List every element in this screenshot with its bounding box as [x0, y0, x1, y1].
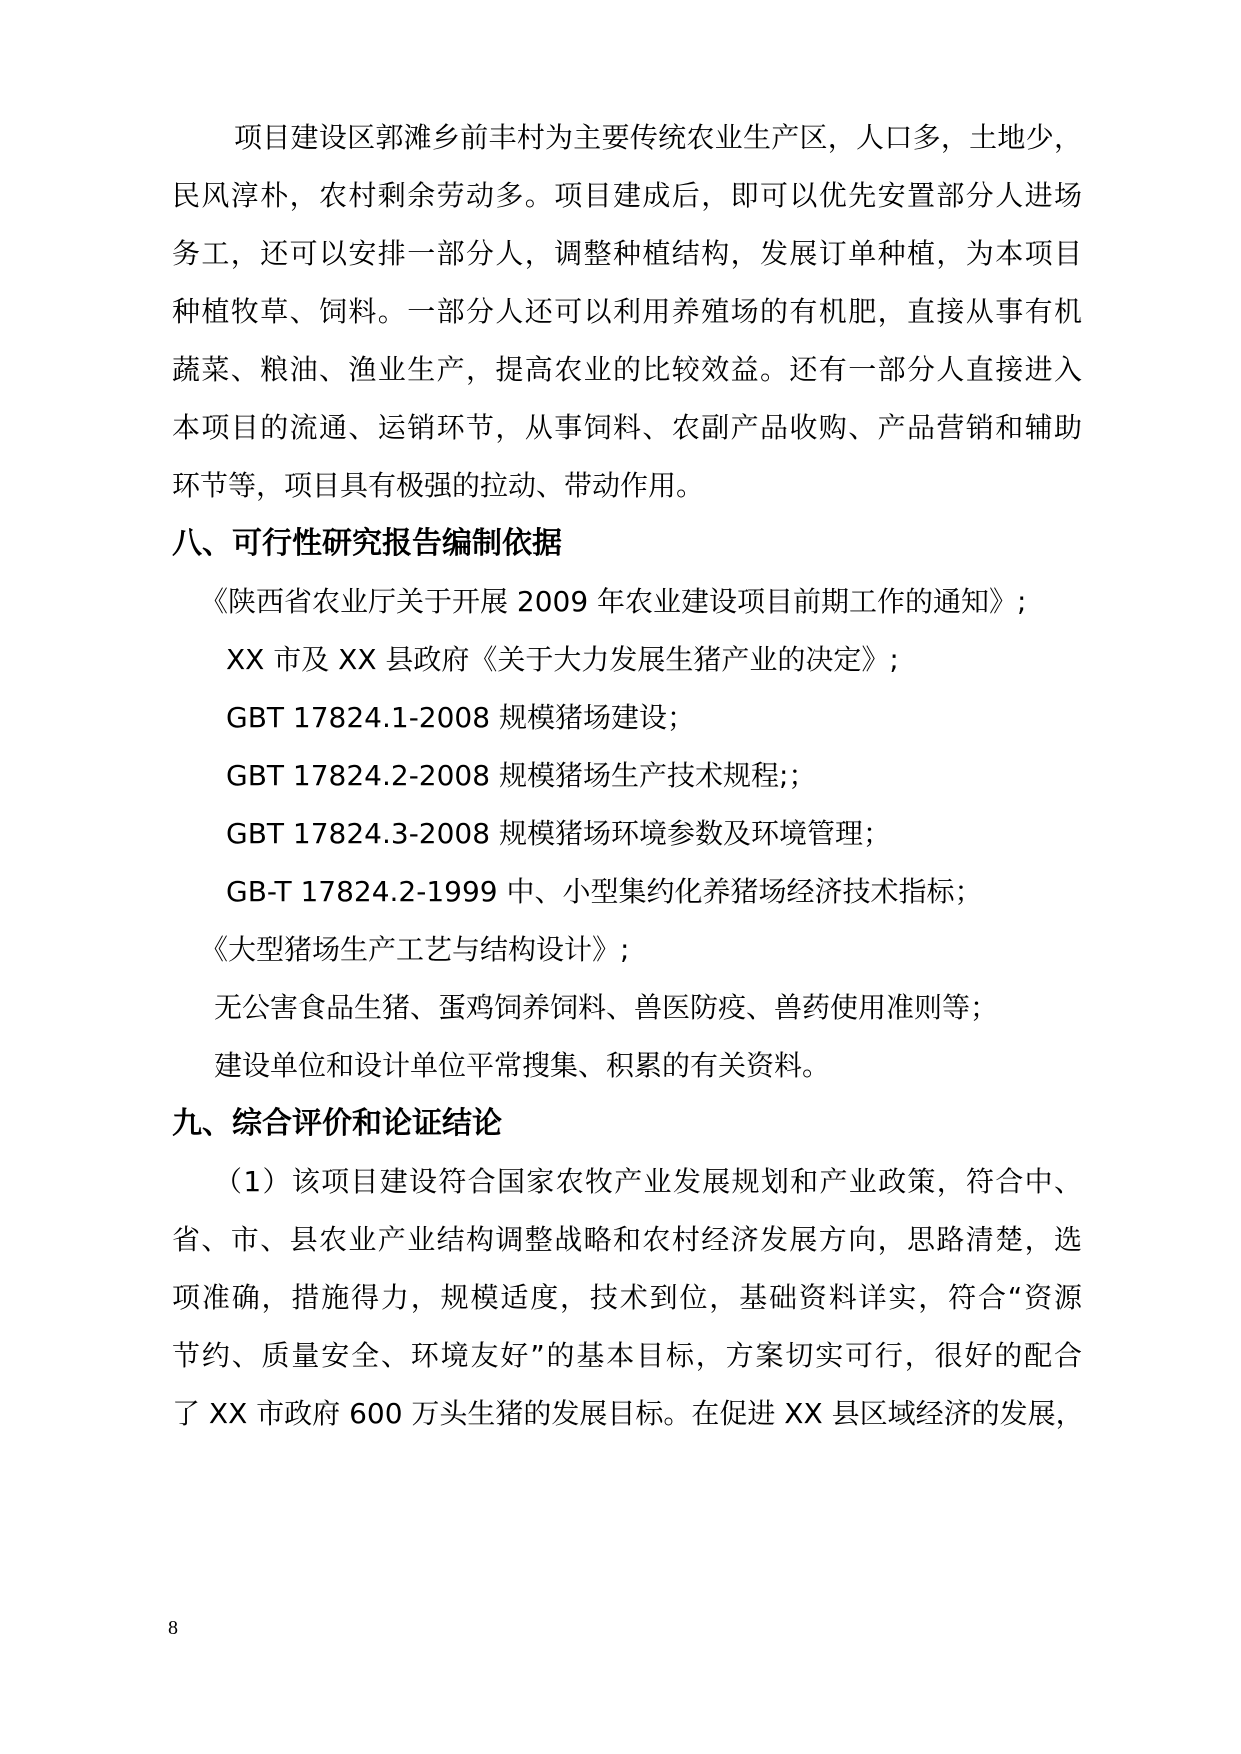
reference-item: GBT 17824.2-2008 规模猪场生产技术规程;； [226, 759, 817, 792]
paragraph-line: 项目建设区郭滩乡前丰村为主要传统农业生产区，人口多，土地少， [234, 121, 1082, 154]
reference-item: GBT 17824.1-2008 规模猪场建设； [226, 701, 695, 734]
reference-item: 建设单位和设计单位平常搜集、积累的有关资料。 [214, 1049, 831, 1082]
paragraph-line: 节约、质量安全、环境友好”的基本目标，方案切实可行，很好的配合 [172, 1339, 1082, 1372]
paragraph-line: 种植牧草、饲料。一部分人还可以利用养殖场的有机肥，直接从事有机 [172, 295, 1082, 328]
paragraph-line: 务工，还可以安排一部分人，调整种植结构，发展订单种植，为本项目 [172, 237, 1082, 270]
paragraph-line: 省、市、县农业产业结构调整战略和农村经济发展方向，思路清楚，选 [172, 1223, 1082, 1256]
paragraph-line: 本项目的流通、运销环节，从事饲料、农副产品收购、产品营销和辅助 [172, 411, 1082, 444]
paragraph-line: 了 XX 市政府 600 万头生猪的发展目标。在促进 XX 县区域经济的发展， [172, 1397, 1084, 1430]
reference-item: 《陕西省农业厅关于开展 2009 年农业建设项目前期工作的通知》; [200, 585, 1027, 618]
paragraph-line: 项准确，措施得力，规模适度，技术到位，基础资料详实，符合“资源 [172, 1281, 1082, 1314]
paragraph-line: 环节等，项目具有极强的拉动、带动作用。 [172, 469, 705, 502]
reference-item: 无公害食品生猪、蛋鸡饲养饲料、兽医防疫、兽药使用准则等； [214, 991, 999, 1024]
reference-item: 《大型猪场生产工艺与结构设计》; [200, 933, 630, 966]
reference-item: GBT 17824.3-2008 规模猪场环境参数及环境管理； [226, 817, 891, 850]
paragraph-line: 民风淳朴，农村剩余劳动多。项目建成后，即可以优先安置部分人进场 [172, 179, 1082, 212]
reference-item: GB-T 17824.2-1999 中、小型集约化养猪场经济技术指标； [226, 875, 983, 908]
paragraph-line: （1）该项目建设符合国家农牧产业发展规划和产业政策，符合中、 [214, 1165, 1082, 1198]
section-heading-9: 九、综合评价和论证结论 [172, 1106, 502, 1141]
section-heading-8: 八、可行性研究报告编制依据 [172, 526, 562, 561]
reference-item: XX 市及 XX 县政府《关于大力发展生猪产业的决定》; [226, 643, 899, 676]
page-number: 8 [168, 1617, 178, 1639]
paragraph-line: 蔬菜、粮油、渔业生产，提高农业的比较效益。还有一部分人直接进入 [172, 353, 1082, 386]
